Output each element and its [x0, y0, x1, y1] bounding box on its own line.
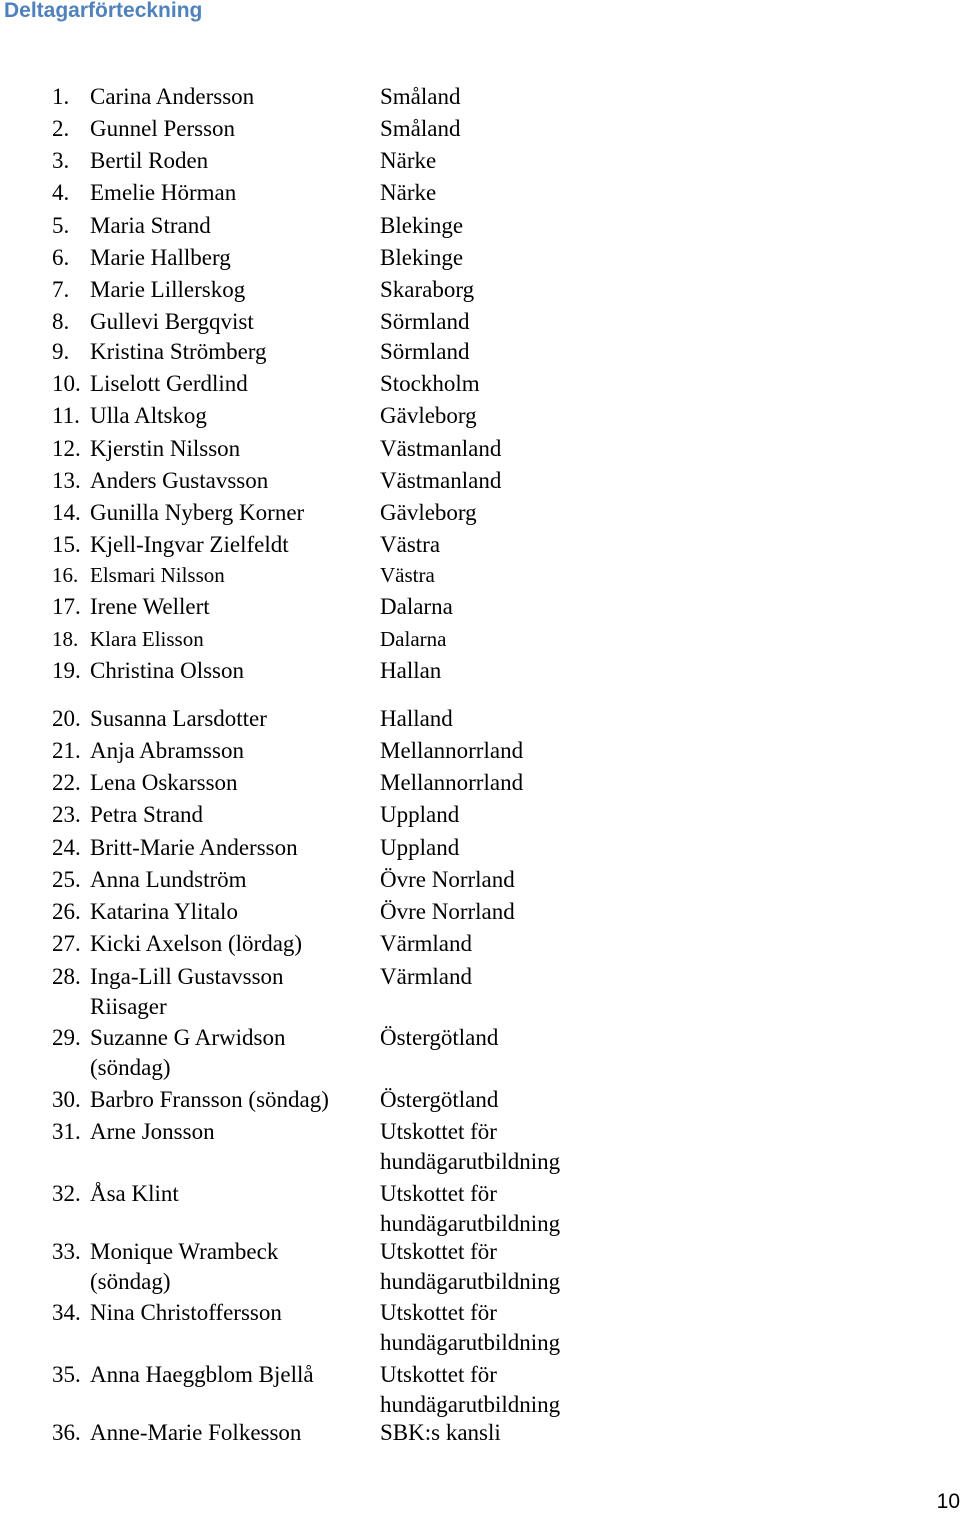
- participant-name: Marie Lillerskog: [90, 277, 246, 302]
- item-number: 12.: [52, 436, 81, 461]
- item-number: 31.: [52, 1119, 81, 1144]
- participant-name: Carina Andersson: [90, 84, 255, 109]
- item-number: 28.: [52, 964, 81, 989]
- participant-region: Gävleborg: [380, 403, 477, 428]
- participant-region: Hallan: [380, 658, 442, 683]
- participant-name: Marie Hallberg: [90, 245, 231, 270]
- participant-name: Liselott Gerdlind: [90, 371, 248, 396]
- participant-region: Stockholm: [380, 371, 480, 396]
- participant-region: Mellannorrland: [380, 770, 524, 795]
- participant-name: Britt-Marie Andersson: [90, 835, 298, 860]
- participant-name: Christina Olsson: [90, 658, 244, 683]
- item-number: 15.: [52, 532, 81, 557]
- item-number: 8.: [52, 309, 70, 334]
- item-number: 9.: [52, 339, 70, 364]
- participant-region: Sörmland: [380, 339, 470, 364]
- item-number: 25.: [52, 867, 81, 892]
- participant-region: Västmanland: [380, 468, 502, 493]
- item-number: 7.: [52, 277, 70, 302]
- page-number: 10: [936, 1490, 960, 1513]
- participant-region: Utskottet för hundägarutbildning: [380, 1362, 561, 1417]
- participant-name: Lena Oskarsson: [90, 770, 238, 795]
- item-number: 6.: [52, 245, 70, 270]
- item-number: 13.: [52, 468, 81, 493]
- participant-name: Emelie Hörman: [90, 180, 237, 205]
- participant-name: Arne Jonsson: [90, 1119, 215, 1144]
- item-number: 24.: [52, 835, 81, 860]
- participant-name: Anne-Marie Folkesson: [90, 1420, 302, 1445]
- participant-name: Irene Wellert: [90, 594, 210, 619]
- participant-region: Blekinge: [380, 213, 464, 238]
- participant-region: Utskottet för hundägarutbildning: [380, 1239, 561, 1294]
- participant-region: Blekinge: [380, 245, 464, 270]
- item-number: 22.: [52, 770, 81, 795]
- item-number: 26.: [52, 899, 81, 924]
- participant-region: Övre Norrland: [380, 899, 515, 924]
- item-number: 3.: [52, 148, 70, 173]
- item-number: 35.: [52, 1362, 81, 1387]
- participant-name: Elsmari Nilsson: [90, 563, 225, 587]
- participant-region: Värmland: [380, 964, 472, 989]
- participant-region: Utskottet för hundägarutbildning: [380, 1119, 561, 1174]
- participant-region: Västmanland: [380, 436, 502, 461]
- participant-name: Inga-Lill Gustavsson Riisager: [90, 964, 284, 1019]
- participant-region: Närke: [380, 180, 437, 205]
- item-number: 34.: [52, 1300, 81, 1325]
- participant-name: Anna Lundström: [90, 867, 247, 892]
- item-number: 11.: [52, 403, 80, 428]
- participant-region: Dalarna: [380, 627, 447, 651]
- participant-name: Monique Wrambeck (söndag): [90, 1239, 279, 1294]
- participant-name: Bertil Roden: [90, 148, 209, 173]
- page-heading: Deltagarförteckning: [4, 0, 203, 22]
- participant-name: Gunilla Nyberg Korner: [90, 500, 305, 525]
- item-number: 1.: [52, 84, 70, 109]
- participant-name: Anja Abramsson: [90, 738, 244, 763]
- participant-region: Västra: [380, 532, 441, 557]
- participant-name: Barbro Fransson (söndag): [90, 1087, 329, 1112]
- item-number: 36.: [52, 1420, 81, 1445]
- participant-region: Halland: [380, 706, 453, 731]
- participant-name: Katarina Ylitalo: [90, 899, 238, 924]
- participant-name: Klara Elisson: [90, 627, 204, 651]
- participant-region: Utskottet för hundägarutbildning: [380, 1181, 561, 1236]
- participant-region: Närke: [380, 148, 437, 173]
- participant-name: Anna Haeggblom Bjellå: [90, 1362, 314, 1387]
- participant-region: Östergötland: [380, 1025, 499, 1050]
- participant-region: Småland: [380, 84, 461, 109]
- item-number: 2.: [52, 116, 70, 141]
- item-number: 20.: [52, 706, 81, 731]
- participant-region: Östergötland: [380, 1087, 499, 1112]
- participant-name: Kicki Axelson (lördag): [90, 931, 303, 956]
- participant-name: Maria Strand: [90, 213, 211, 238]
- item-number: 33.: [52, 1239, 81, 1264]
- item-number: 29.: [52, 1025, 81, 1050]
- participant-region: Uppland: [380, 802, 460, 827]
- participant-region: Skaraborg: [380, 277, 475, 302]
- participant-region: Uppland: [380, 835, 460, 860]
- item-number: 16.: [52, 563, 79, 587]
- participant-name: Suzanne G Arwidson (söndag): [90, 1025, 286, 1080]
- participant-region: Gävleborg: [380, 500, 477, 525]
- item-number: 5.: [52, 213, 70, 238]
- participant-name: Gunnel Persson: [90, 116, 236, 141]
- participant-name: Kjell-Ingvar Zielfeldt: [90, 532, 289, 557]
- participant-name: Anders Gustavsson: [90, 468, 269, 493]
- participant-name: Petra Strand: [90, 802, 204, 827]
- participant-region: Övre Norrland: [380, 867, 515, 892]
- item-number: 27.: [52, 931, 81, 956]
- participant-name: Kjerstin Nilsson: [90, 436, 241, 461]
- item-number: 32.: [52, 1181, 81, 1206]
- participant-region: Sörmland: [380, 309, 470, 334]
- participant-name: Åsa Klint: [90, 1181, 179, 1206]
- item-number: 14.: [52, 500, 81, 525]
- item-number: 23.: [52, 802, 81, 827]
- participant-name: Susanna Larsdotter: [90, 706, 267, 731]
- item-number: 30.: [52, 1087, 81, 1112]
- participant-name: Ulla Altskog: [90, 403, 207, 428]
- participant-region: Småland: [380, 116, 461, 141]
- item-number: 4.: [52, 180, 70, 205]
- item-number: 17.: [52, 594, 81, 619]
- participant-region: Dalarna: [380, 594, 453, 619]
- participant-region: Mellannorrland: [380, 738, 524, 763]
- item-number: 18.: [52, 627, 79, 651]
- participant-region: Utskottet för hundägarutbildning: [380, 1300, 561, 1355]
- item-number: 19.: [52, 658, 81, 683]
- participant-name: Kristina Strömberg: [90, 339, 267, 364]
- participant-region: Värmland: [380, 931, 472, 956]
- participant-region: Västra: [380, 563, 435, 587]
- participant-region: SBK:s kansli: [380, 1420, 501, 1445]
- participant-name: Nina Christoffersson: [90, 1300, 282, 1325]
- item-number: 10.: [52, 371, 81, 396]
- item-number: 21.: [52, 738, 81, 763]
- participant-name: Gullevi Bergqvist: [90, 309, 254, 334]
